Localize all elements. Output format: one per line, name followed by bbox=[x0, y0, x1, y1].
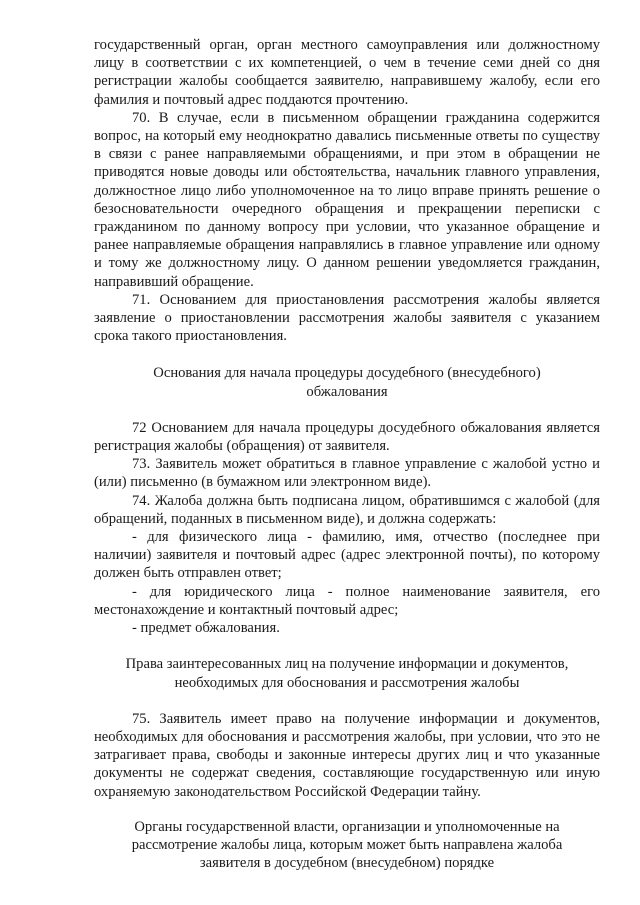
paragraph-69-continuation: государственный орган, орган местного самоуправления или должностному лицу в соответствии с их компетенцией, о чем в течение семи дней со дня регистрации жалобы сообщается заявителю, направившему жалобу, если его фамилия и почтовый адрес поддаются прочтению. bbox=[94, 37, 600, 108]
section-heading-appeal-grounds: Основания для начала процедуры досудебного (внесудебного) обжалования bbox=[153, 365, 541, 400]
paragraph-73: 73. Заявитель может обратиться в главное управление с жалобой устно и (или) письменно (в бумажном или электронном виде). bbox=[94, 456, 600, 491]
paragraph-74: 74. Жалоба должна быть подписана лицом, обратившимся с жалобой (для обращений, поданных в письменном виде), и должна содержать: bbox=[94, 492, 600, 527]
list-item-legal-entity: - для юридического лица - полное наименование заявителя, его местонахождение и контактный почтовый адрес; bbox=[94, 583, 600, 618]
paragraph-71: 71. Основанием для приостановления рассмотрения жалобы является заявление о приостановлении рассмотрения жалобы заявителя с указанием срока такого приостановления. bbox=[94, 291, 600, 345]
paragraph-72: 72 Основанием для начала процедуры досудебного обжалования является регистрация жалобы (обращения) от заявителя. bbox=[94, 419, 600, 455]
paragraph-75: 75. Заявитель имеет право на получение информации и документов, необходимых для обоснования и рассмотрения жалобы, при условии, что это не затрагивает права, свободы и законные интересы других лиц и что указанные документы не содержат сведения, составляющие государственную или иную охраняемую законодательством Российской Федерации тайну. bbox=[94, 710, 600, 800]
section-heading-authorities: Органы государственной власти, организации и уполномоченные на рассмотрение жалобы лица, которым может быть направлена жалоба заявителя в досудебном (внесудебном) порядке bbox=[131, 818, 563, 872]
list-item-subject: - предмет обжалования. bbox=[132, 620, 280, 637]
section-heading-rights: Права заинтересованных лиц на получение информации и документов, необходимых для обоснования и рассмотрения жалобы bbox=[125, 656, 569, 691]
paragraph-70: 70. В случае, если в письменном обращении гражданина содержится вопрос, на который ему неоднократно давались письменные ответы по существу в связи с ранее направляемыми обращениями, и при этом в обращении не приводятся новые доводы или обстоятельства, начальник главного управления, должностное лицо либо уполномоченное на то лицо вправе принять решение о безосновательности очередного обращения и прекращении переписки с гражданином по данному вопросу при условии, что указанное обращение и ранее направляемые обращения направлялись в главное управление или одному и тому же должностному лицу. О данном решении уведомляется гражданин, направивший обращение. bbox=[94, 109, 600, 290]
list-item-individual: - для физического лица - фамилию, имя, отчество (последнее при наличии) заявителя и почтовый адрес (адрес электронной почты), по которому должен быть отправлен ответ; bbox=[94, 529, 600, 582]
document-page bbox=[94, 36, 600, 872]
